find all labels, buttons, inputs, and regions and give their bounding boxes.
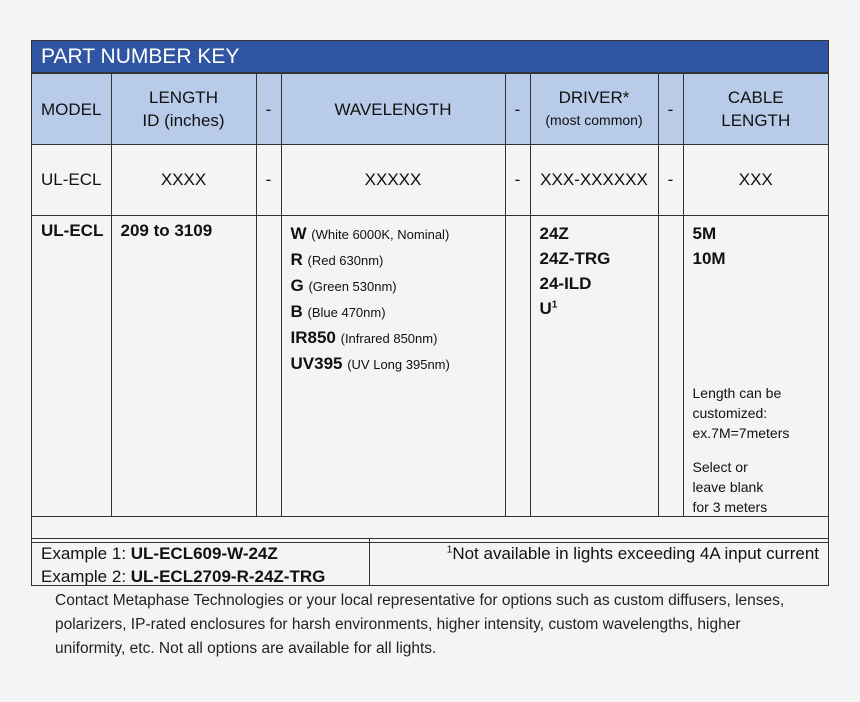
options-length: 209 to 3109	[120, 221, 213, 240]
options-wavelength-cell	[281, 216, 505, 517]
cable-note-line: ex.7M=7meters	[692, 425, 790, 441]
header-model: MODEL	[32, 74, 111, 145]
options-row	[32, 216, 828, 517]
wavelength-item	[291, 221, 505, 247]
wavelength-list	[282, 216, 505, 377]
wavelength-item	[291, 325, 505, 351]
format-row	[32, 145, 828, 216]
wavelength-desc: (Green 530nm)	[308, 279, 397, 294]
cable-note-line: for 3 meters	[692, 499, 768, 515]
example-1-value: UL-ECL609-W-24Z	[130, 544, 278, 563]
wavelength-code: IR850	[290, 328, 336, 347]
driver-u: U	[539, 299, 552, 318]
example-2	[41, 565, 369, 588]
cable-item: 10M	[692, 249, 726, 268]
wavelength-item	[291, 273, 505, 299]
examples-box	[32, 538, 370, 586]
cable-options	[684, 216, 829, 516]
options-length-cell	[111, 216, 256, 517]
example-2-label: Example 2:	[41, 567, 131, 586]
contact-note	[55, 589, 845, 661]
driver-item: 24-ILD	[539, 274, 592, 293]
cable-item: 5M	[692, 224, 717, 243]
footnote-mark: 1	[446, 544, 453, 556]
header-driver-line1: DRIVER*	[558, 88, 630, 107]
format-dash-2: -	[505, 145, 530, 216]
header-length-line1: LENGTH	[149, 88, 218, 107]
header-length-line2: ID (inches)	[142, 111, 225, 130]
contact-line: Contact Metaphase Technologies or your local representative for options such as custom diffusers, lenses,	[55, 592, 785, 609]
wavelength-code: B	[290, 302, 303, 321]
example-1-label: Example 1:	[41, 544, 131, 563]
format-driver: XXX-XXXXXX	[530, 145, 658, 216]
driver-list	[531, 216, 658, 321]
cable-note-line: leave blank	[692, 479, 764, 495]
part-number-key-table	[31, 40, 829, 586]
header-dash-3: -	[658, 74, 683, 145]
options-model-cell	[32, 216, 111, 517]
cable-list	[693, 221, 726, 271]
header-driver-line2: (most common)	[545, 112, 643, 128]
footnote-text: Not available in lights exceeding 4A input current	[452, 544, 819, 563]
format-dash-1: -	[256, 145, 281, 216]
wavelength-desc: (UV Long 395nm)	[347, 357, 450, 372]
header-wavelength: WAVELENGTH	[281, 74, 505, 145]
options-dash-1	[256, 216, 281, 517]
wavelength-desc: (Infrared 850nm)	[340, 331, 438, 346]
wavelength-item	[291, 351, 505, 377]
header-row	[32, 74, 828, 145]
driver-item	[540, 296, 658, 321]
header-length	[111, 74, 256, 145]
header-dash-1: -	[256, 74, 281, 145]
table-title: PART NUMBER KEY	[32, 41, 828, 73]
wavelength-desc: (Blue 470nm)	[307, 305, 386, 320]
options-cable-cell	[683, 216, 828, 517]
header-cable	[683, 74, 828, 145]
format-cable: XXX	[683, 145, 828, 216]
options-dash-2	[505, 216, 530, 517]
example-1	[41, 542, 369, 565]
key-grid	[32, 73, 828, 543]
options-model: UL-ECL	[41, 221, 104, 240]
wavelength-code: UV395	[290, 354, 343, 373]
wavelength-desc: (Red 630nm)	[307, 253, 384, 268]
driver-item: 24Z-TRG	[539, 249, 611, 268]
wavelength-item	[291, 247, 505, 273]
wavelength-desc: (White 6000K, Nominal)	[311, 227, 450, 242]
footnote-box	[370, 538, 828, 586]
driver-item: 24Z	[539, 224, 569, 243]
cable-note-line: Select or	[692, 459, 748, 475]
format-model: UL-ECL	[32, 145, 111, 216]
header-driver	[530, 74, 658, 145]
header-cable-line2: LENGTH	[721, 111, 791, 130]
example-2-value: UL-ECL2709-R-24Z-TRG	[130, 567, 326, 586]
options-driver-cell	[530, 216, 658, 517]
header-dash-2: -	[505, 74, 530, 145]
cable-note-line: customized:	[692, 405, 768, 421]
footnote-mark: 1	[551, 299, 558, 311]
contact-line: polarizers, IP-rated enclosures for harsh environments, higher intensity, custom wavelengths, higher	[55, 616, 741, 633]
options-dash-3	[658, 216, 683, 517]
format-wavelength: XXXXX	[281, 145, 505, 216]
cable-note-line: Length can be	[692, 385, 782, 401]
wavelength-item	[291, 299, 505, 325]
format-dash-3: -	[658, 145, 683, 216]
wavelength-code: G	[290, 276, 304, 295]
format-length: XXXX	[111, 145, 256, 216]
cable-note	[693, 383, 790, 517]
header-cable-line1: CABLE	[727, 88, 784, 107]
contact-line: uniformity, etc. Not all options are available for all lights.	[55, 640, 437, 657]
wavelength-code: R	[290, 250, 303, 269]
wavelength-code: W	[290, 224, 307, 243]
